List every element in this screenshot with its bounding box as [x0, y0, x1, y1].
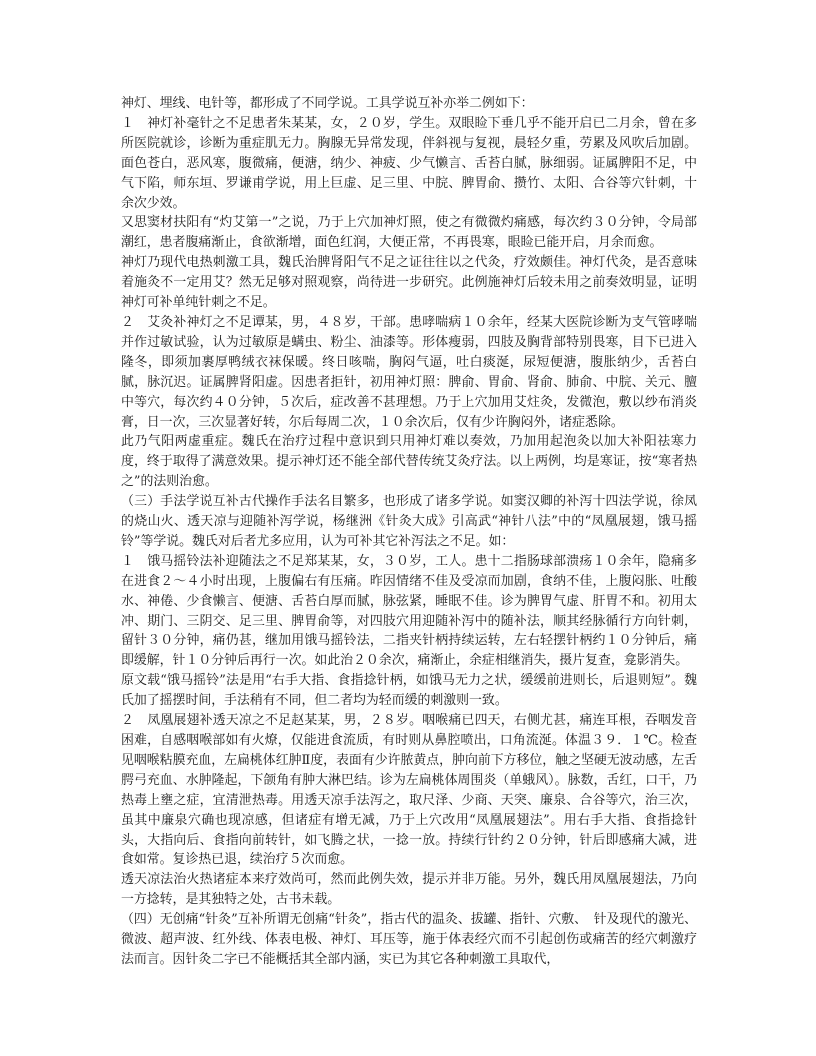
- paragraph-1: 神灯、埋线、电针等，都形成了不同学说。工具学说互补亦举二例如下：: [121, 96, 534, 111]
- paragraph-6: 此乃气阳两虚重症。魏氏在治疗过程中意识到只用神灯难以奏效，乃加用起泡灸以加大补阳祛寒力度，终于取得了满意效果。提示神灯还不能全部代替传统艾灸疗法。以上两例，均是寒证，按“寒者热之”的法则治愈。: [121, 434, 697, 490]
- paragraph-11: 透天凉法治火热诸症本来疗效尚可，然而此例失效，提示并非万能。另外，魏氏用凤凰展翅法，乃向一方捻转，是其独特之处，古书未载。: [121, 872, 697, 908]
- paragraph-12: （四）无创痛“针灸”互补所谓无创痛“针灸”，指古代的温灸、拔罐、指针、穴敷、 针及现代的激光、微波、超声波、红外线、体表电极、神灯、耳压等，施于体表经穴而不引起创伤或痛苦的经穴刺激疗法而言。因针灸二字已不能概括其全部内涵，实已为其它各种刺激工具取代，: [121, 912, 697, 967]
- paragraph-8: １ 饿马摇铃法补迎随法之不足郑某某，女，３０岁，工人。患十二指肠球部溃疡１０余年，隐痛多在进食２～４小时出现，上腹偏右有压痛。昨因情绪不佳及受凉而加剧，食纳不佳，上腹闷胀、吐酸水、神倦、少食懒言、便溏、舌苔白厚而腻，脉弦紧，睡眠不佳。诊为脾胃气虚、肝胃不和。初用太冲、期门、三阴交、足三里、脾胃俞等，对四肢穴用迎随补泻中的随补法，顺其经脉循行方向针刺，留针３０分钟，痛仍甚，继加用饿马摇铃法，二指夹针柄持续运转，左右轻摆针柄约１０分钟后，痛即缓解，针１０分钟后再行一次。如此治２０余次，痛渐止，余症相继消失，摄片复查，龛影消失。: [121, 553, 697, 669]
- paragraph-3: 又思窦材扶阳有“灼艾第一”之说，乃于上穴加神灯照，使之有微微灼痛感，每次约３０分钟，令局部潮红，患者腹痛渐止，食欲渐增，面色红润，大便正常，不再畏寒，眼睑已能开启，月余而愈。: [121, 215, 697, 251]
- paragraph-9: 原文载“饿马摇铃”法是用“右手大指、食指捻针柄，如饿马无力之状，缓缓前进则长，后退则短”。魏氏加了摇摆时间，手法稍有不同，但二者均为轻而缓的刺激则一致。: [121, 673, 697, 709]
- paragraph-5: ２ 艾灸补神灯之不足谭某，男，４８岁，干部。患哮喘病１０余年，经某大医院诊断为支气管哮喘并作过敏试验，认为过敏原是螨虫、粉尘、油漆等。形体瘦弱，四肢及胸背部特别畏寒，目下已进入隆冬，即须加裹厚鸭绒衣袜保暖。终日咳喘，胸闷气逼，吐白痰涎，尿短便溏，腹胀纳少，舌苔白腻，脉沉迟。证属脾肾阳虚。因患者拒针，初用神灯照：脾俞、胃俞、肾俞、肺俞、中脘、关元、膻中等穴，每次约４０分钟，５次后，症改善不甚理想。乃于上穴加用艾炷灸，发微泡，敷以纱布消炎膏，日一次，三次显著好转，尔后每周二次，１０余次后，仅有少许胸闷外，诸症悉除。: [121, 314, 697, 430]
- paragraph-7: （三）手法学说互补古代操作手法名目繁多，也形成了诸多学说。如窦汉卿的补泻十四法学说，徐凤的烧山火、透天凉与迎随补泻学说，杨继洲《针灸大成》引高武“神针八法”中的“凤凰展翅，饿马摇铃”等学说。魏氏对后者尤多应用，认为可补其它补泻法之不足。如：: [121, 494, 697, 549]
- paragraph-4: 神灯乃现代电热刺激工具，魏氏治脾肾阳气不足之证往往以之代灸，疗效颇佳。神灯代灸，是否意味着施灸不一定用艾？然无足够对照观察，尚待进一步研究。此例施神灯后较未用之前奏效明显，证明神灯可补单纯针刺之不足。: [121, 255, 697, 311]
- paragraph-10: ２ 凤凰展翅补透天凉之不足赵某某，男，２８岁。咽喉痛已四天，右侧尤甚，痛连耳根，吞咽发音困难，自感咽喉部如有火燎，仅能进食流质，有时则从鼻腔喷出，口角流涎。体温３９．１℃。检查见咽喉粘膜充血，左扁桃体红肿Ⅱ度，表面有少许脓黄点，肿向前下方移位，触之坚硬无波动感，左舌腭弓充血、水肿隆起，下颌角有肿大淋巴结。诊为左扁桃体周围炎（单蛾风）。脉数，舌红，口干，乃热毒上壅之症，宜清泄热毒。用透天凉手法泻之，取尺泽、少商、天突、廉泉、合谷等穴，治三次，虽其中廉泉穴确也现凉感，但诸症有增无减，乃于上穴改用“凤凰展翅法”。用右手大指、食指捻针头，大指向后、食指向前转针，如飞腾之状，一捻一放。持续行针约２０分钟，针后即感痛大减，进食如常。复诊热已退，续治疗５次而愈。: [121, 713, 697, 868]
- paragraph-2: １ 神灯补毫针之不足患者朱某某，女，２０岁，学生。双眼睑下垂几乎不能开启已二月余，曾在多所医院就诊，诊断为重症肌无力。胸腺无异常发现，伴斜视与复视，晨轻夕重，劳累及风吹后加剧。面色苍白，恶风寒，腹微痛，便溏，纳少、神疲、少气懒言、舌苔白腻，脉细弱。证属脾阳不足，中气下陷，师东垣、罗谦甫学说，用上巨虚、足三里、中脘、脾胃俞、攒竹、太阳、合谷等穴针刺，十余次少效。: [121, 115, 697, 211]
- document-page: [121, 94, 697, 970]
